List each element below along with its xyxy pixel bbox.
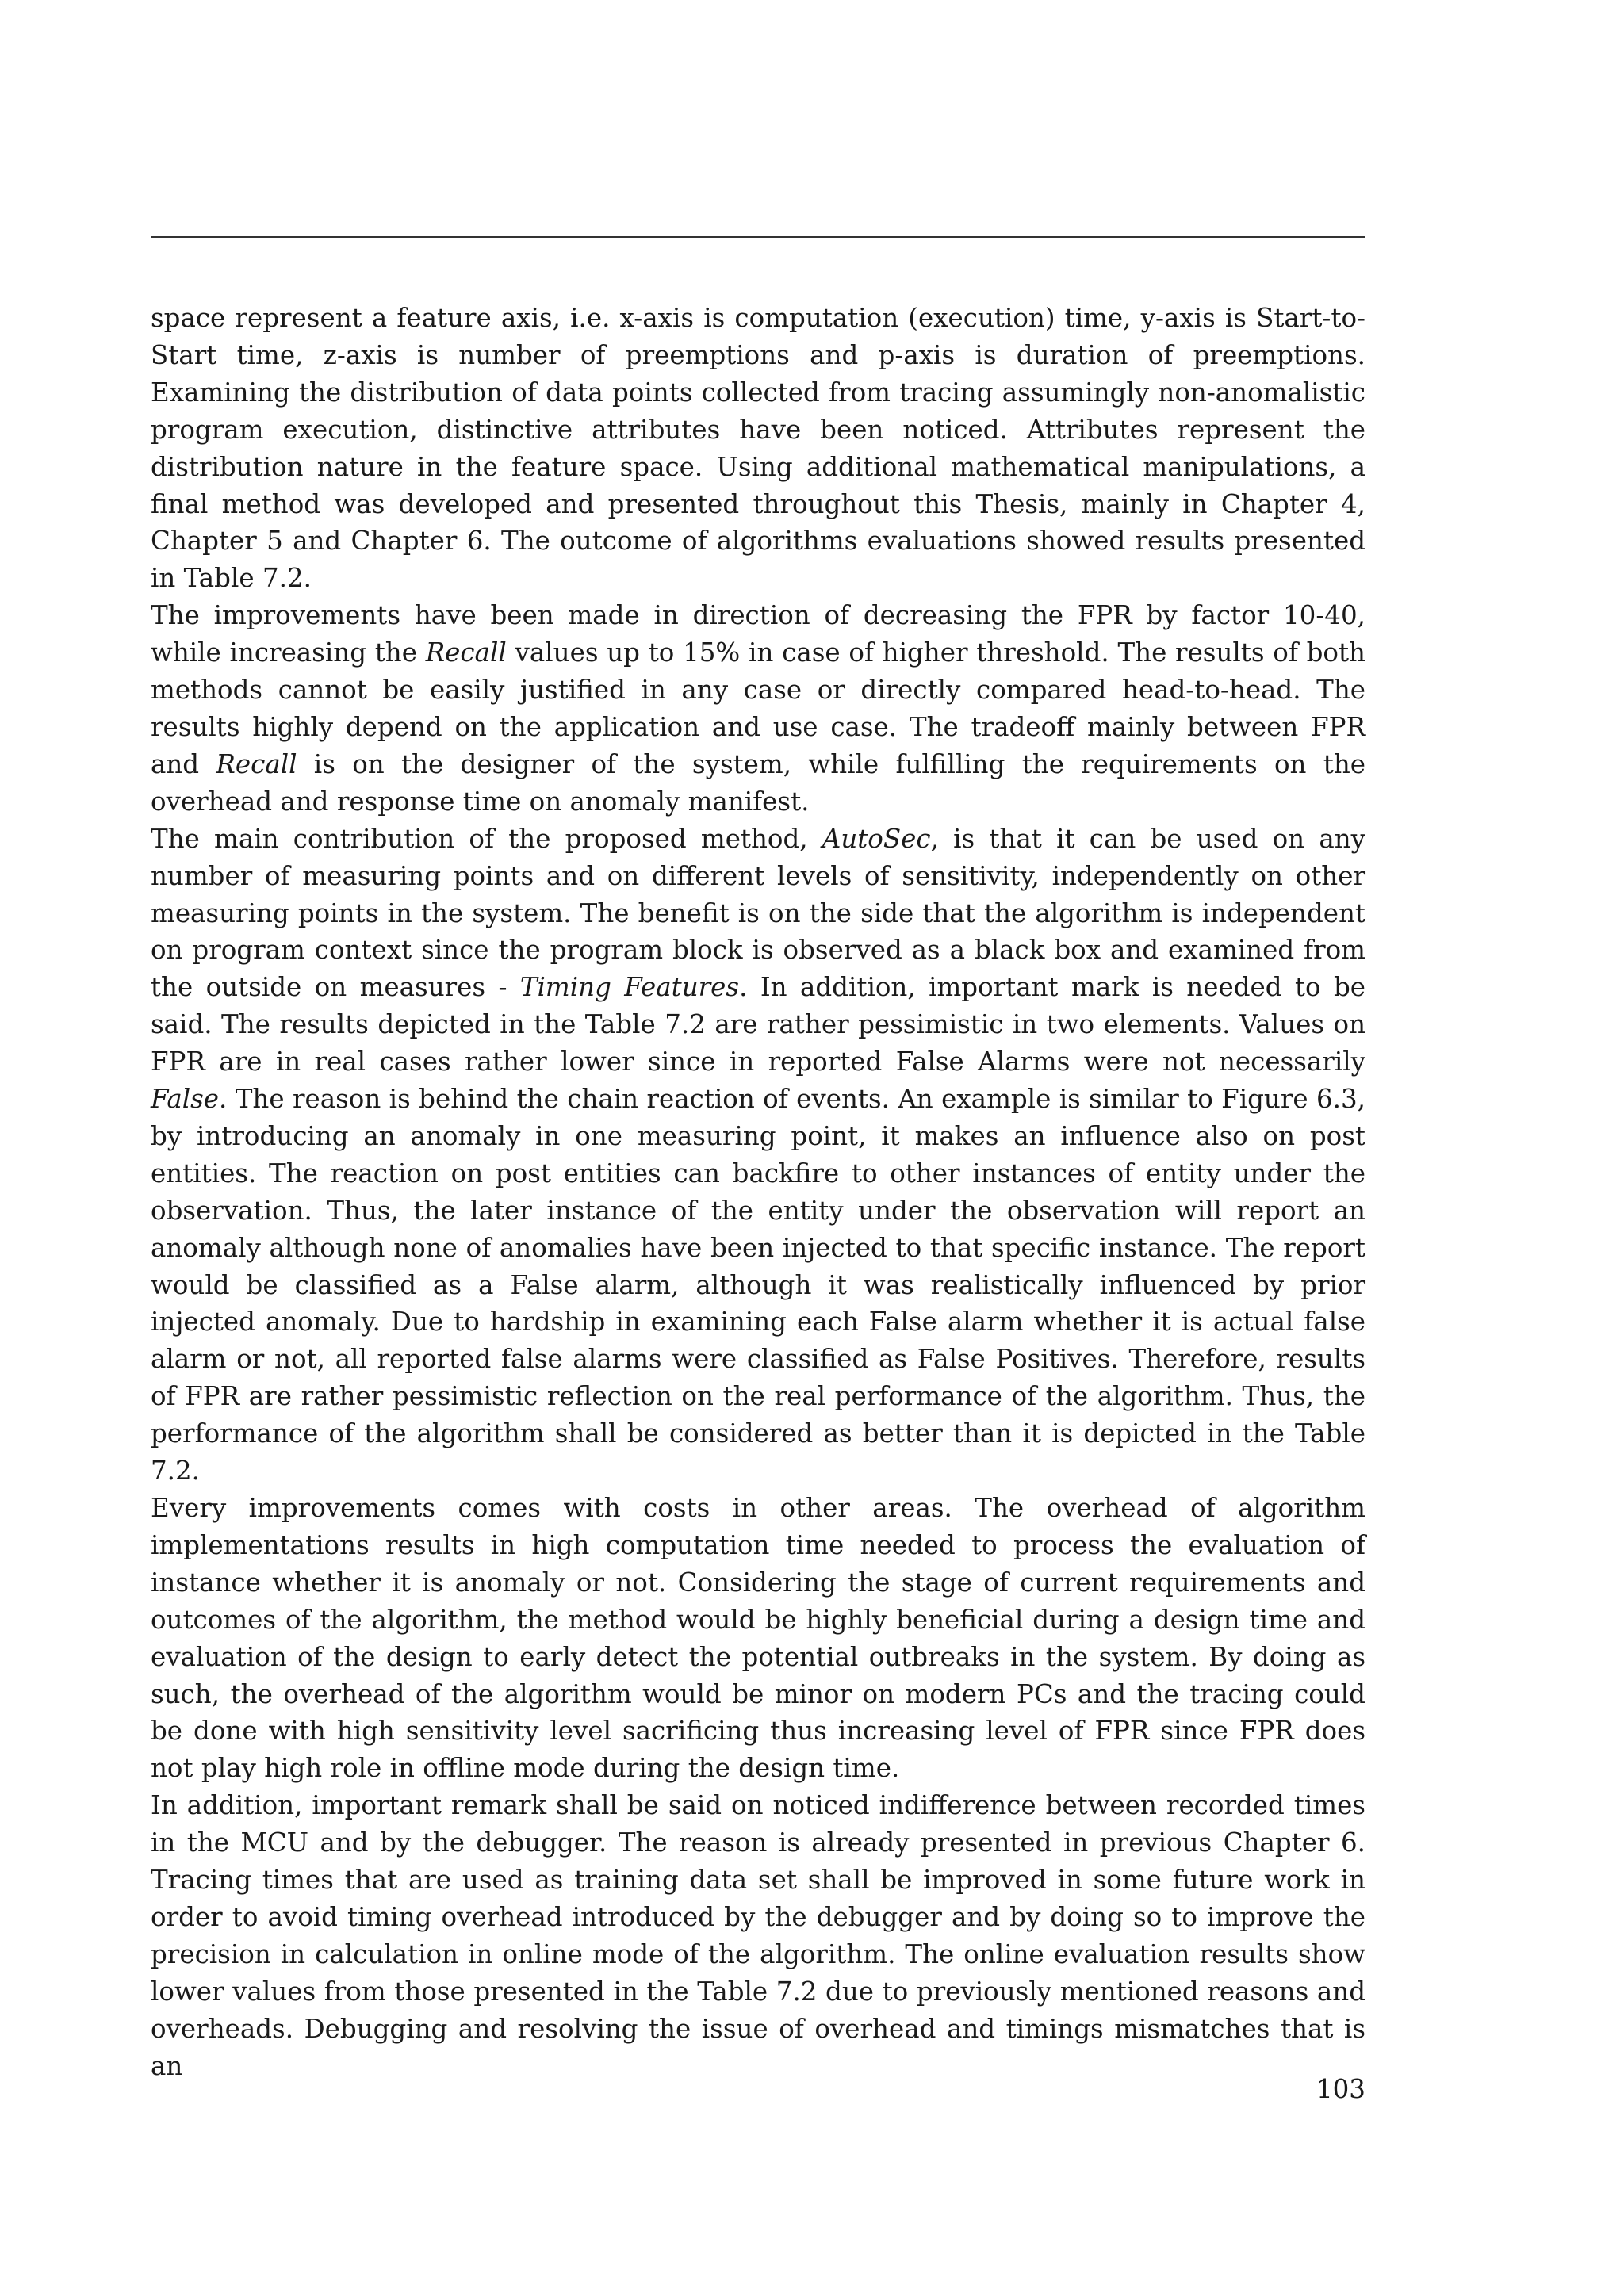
text-run: The improvements have been made in direction of decreasing the FPR by factor 10-40, while increasing the bbox=[151, 600, 1365, 668]
emphasis-text: Timing Features bbox=[519, 972, 740, 1003]
paragraph bbox=[151, 300, 1365, 597]
text-run: The main contribution of the proposed method, bbox=[151, 823, 822, 854]
emphasis-text: Recall bbox=[425, 637, 507, 668]
header-rule bbox=[151, 236, 1365, 238]
emphasis-text: AutoSec bbox=[822, 823, 931, 854]
text-run: Every improvements comes with costs in other areas. The overhead of algorithm implementations results in high computation time needed to process the evaluation of instance whether it is anomaly or not. Considering the stage of current requirements and outcomes of the algorithm, the method would be highly beneficial during a design time and evaluation of the design to early detect the potential outbreaks in the system. By doing as such, the overhead of the algorithm would be minor on modern PCs and the tracing could be done with high sensitivity level sacrificing thus increasing level of FPR since FPR does not play high role in offline mode during the design time. bbox=[151, 1493, 1365, 1784]
body-text bbox=[151, 300, 1365, 2085]
page-number: 103 bbox=[1316, 2074, 1365, 2104]
emphasis-text: Recall bbox=[216, 748, 297, 779]
paragraph bbox=[151, 1787, 1365, 2084]
text-run: . The reason is behind the chain reaction of events. An example is similar to Figure 6.3, by introducing an anomaly in one measuring point, it makes an influence also on post entities. The reaction on post entities can backfire to other instances of entity under the observation. Thus, the later instance of the entity under the observation will report an anomaly although none of anomalies have been injected to that specific instance. The report would be classified as a False alarm, although it was realistically influenced by prior injected anomaly. Due to hardship in examining each False alarm whether it is actual false alarm or not, all reported false alarms were classified as False Positives. Therefore, results of FPR are rather pessimistic reflection on the real performance of the algorithm. Thus, the performance of the algorithm shall be considered as better than it is depicted in the Table 7.2. bbox=[151, 1084, 1365, 1487]
text-run: values up to 15% in case of higher threshold. The results of both methods cannot be easily justified in any case or directly compared head-to-head. The results highly depend on the application and use case. The tradeoff mainly between FPR and bbox=[151, 637, 1365, 779]
emphasis-text: False bbox=[151, 1084, 220, 1115]
text-run: , is that it can be used on any number of measuring points and on different levels of sensitivity, independently on other measuring points in the system. The benefit is on the side that the algorithm is independent on program context since the program block is observed as a black box and examined from the outside on measures - bbox=[151, 823, 1365, 1003]
paragraph bbox=[151, 597, 1365, 820]
text-run: . In addition, important mark is needed to be said. The results depicted in the Table 7.2 are rather pessimistic in two elements. Values on FPR are in real cases rather lower since in reported False Alarms were not necessarily bbox=[151, 972, 1366, 1077]
paragraph bbox=[151, 1490, 1365, 1787]
paragraph bbox=[151, 821, 1365, 1490]
text-run: In addition, important remark shall be said on noticed indifference between recorded times in the MCU and by the debugger. The reason is already presented in previous Chapter 6. Tracing times that are used as training data set shall be improved in some future work in order to avoid timing overhead introduced by the debugger and by doing so to improve the precision in calculation in online mode of the algorithm. The online evaluation results show lower values from those presented in the Table 7.2 due to previously mentioned reasons and overheads. Debugging and resolving the issue of overhead and timings mismatches that is an bbox=[151, 1790, 1365, 2081]
text-run: space represent a feature axis, i.e. x-axis is computation (execution) time, y-axis is Start-to-Start time, z-axis is number of preemptions and p-axis is duration of preemptions. Examining the distribution of data points collected from tracing assumingly non-anomalistic program execution, distinctive attributes have been noticed. Attributes represent the distribution nature in the feature space. Using additional mathematical manipulations, a final method was developed and presented throughout this Thesis, mainly in Chapter 4, Chapter 5 and Chapter 6. The outcome of algorithms evaluations showed results presented in Table 7.2. bbox=[151, 303, 1365, 594]
text-run: is on the designer of the system, while fulfilling the requirements on the overhead and response time on anomaly manifest. bbox=[151, 748, 1365, 817]
